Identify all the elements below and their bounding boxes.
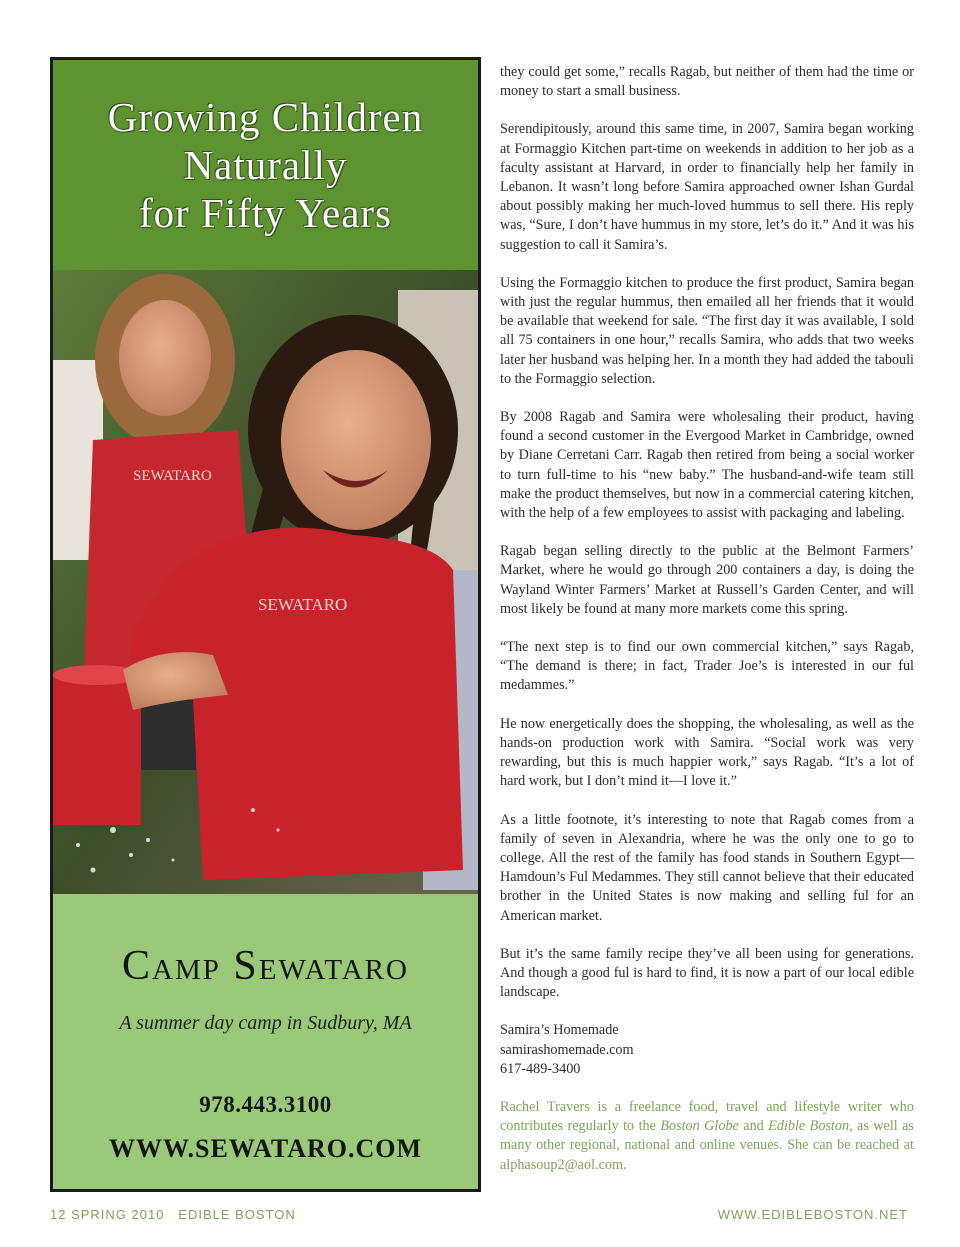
camp-name: Camp Sewataro [122,943,409,989]
article-paragraph: Serendipitously, around this same time, in 2007, Samira began working at Formaggio Kitchen part-time on weekends in addition to her job as a faculty assistant at Harvard, in order to financially help her family in Lebanon. It wasn’t long before Samira approached owner Ishan Gurdal about possibly making her much-loved hummus to sell there. His reply was, “Sure, I don’t have hummus in my store, let’s do it.” And it was his suggestion to call it Samira’s. [500,121,914,253]
camp-sewataro-ad [50,57,481,1192]
camp-website: WWW.SEWATARO.COM [108,1134,423,1163]
article-paragraph: Using the Formaggio kitchen to produce the first product, Samira began with just the regular hummus, then emailed all her friends that it would be available that weekend for sale. “The first day it was available, I sold all 75 containers in one hour,” recalls Samira, who adds that two weeks later her husband was helping her. In a month they had added the tabouli to the Formaggio selection. [500,274,914,387]
bio-text-2: and [738,1118,769,1135]
children-photo-illustration [53,270,478,894]
article-paragraph: As a little footnote, it’s interesting to note that Ragab comes from a family of seven in Alexandria, where he was the only one to go to college. All the rest of the family has food stands in Southern Egypt—Hamdoun’s Ful Medammes. They still cannot believe that their educated brother in the United States is now making and selling ful for an American market. [500,811,914,924]
business-name: Samira’s Homemade [500,1022,619,1039]
camp-tagline: A summer day camp in Sudbury, MA [119,1012,412,1034]
business-phone: 617-489-3400 [500,1060,581,1077]
front-shirt-print: SEWATARO [258,595,348,614]
article-paragraph: By 2008 Ragab and Samira were wholesaling their product, having found a second customer in the Evergood Market in Cambridge, owned by Diane Cerretani Carr. Ragab then retired from being a social worker to turn full-time to his “new baby.” The husband-and-wife team still make the product themselves, but now in a commercial catering kitchen, with the help of a few employees to assist with packaging and labeling. [500,409,914,522]
ad-photo-children [53,270,478,894]
bio-text-3: , as well as many other regional, national and online venues. She can be reached at alphasoup2@aol.com. [500,1118,914,1173]
camp-phone: 978.443.3100 [199,1092,332,1117]
article-paragraph: they could get some,” recalls Ragab, but neither of them had the time or money to start a small business. [500,64,914,100]
footer-page-info: 12 SPRING 2010 EDIBLE BOSTON [50,1207,296,1222]
article-paragraph: Ragab began selling directly to the public at the Belmont Farmers’ Market, where he would go through 200 containers a day, is doing the Wayland Winter Farmers’ Market at Russell’s Garden Center, and will most likely be found at many more markets come this spring. [500,543,914,617]
back-shirt-print: SEWATARO [133,468,212,484]
business-website: samirashomemade.com [500,1041,634,1058]
ad-headline-banner [53,60,478,270]
ad-headline-line-1: Growing Children [107,94,424,140]
article-paragraph: But it’s the same family recipe they’ve all been using for generations. And though a good ful is hard to find, it is now a part of our local edible landscape. [500,945,914,1001]
bio-publication-1: Boston Globe [660,1118,739,1135]
business-contact-block [500,1021,914,1079]
bio-text-1: Rachel Travers is a freelance food, travel and lifestyle writer who contributes regularly to the [500,1098,914,1135]
footer-website: WWW.EDIBLEBOSTON.NET [717,1207,908,1222]
ad-info-panel [53,894,478,1189]
article-column [500,63,914,1175]
bio-publication-2: Edible Boston [768,1118,850,1135]
author-bio [500,1098,914,1175]
ad-headline-line-3: for Fifty Years [138,190,393,236]
article-paragraph: He now energetically does the shopping, the wholesaling, as well as the hands-on production work with Samira. “Social work was very rewarding, but this is much happier work,” says Ragab. “It’s a lot of hard work, but I don’t mind it—I love it.” [500,715,914,790]
article-paragraph: “The next step is to find our own commercial kitchen,” says Ragab, “The demand is there; in fact, Trader Joe’s is interested in our ful medammes.” [500,639,914,694]
ad-headline-line-2: Naturally [183,142,348,188]
